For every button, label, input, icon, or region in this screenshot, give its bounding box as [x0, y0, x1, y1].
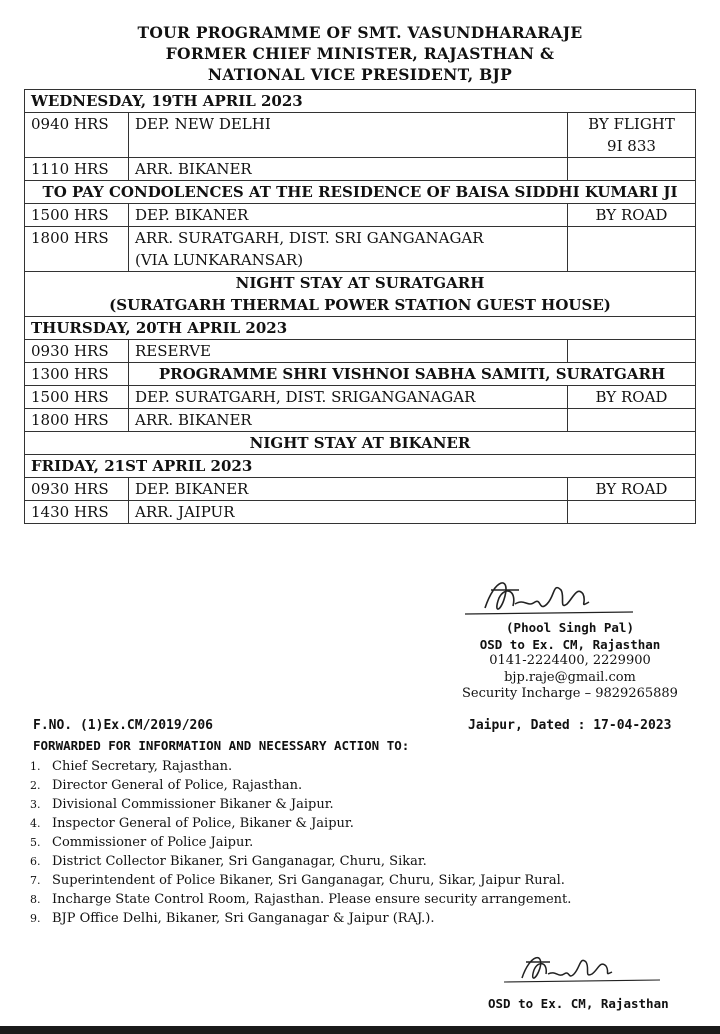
table-row: [25, 113, 696, 158]
list-text: District Collector Bikaner, Sri Ganganagar, Churu, Sikar.: [52, 854, 427, 869]
night-stay-row: [25, 272, 696, 317]
night-stay-line-1: NIGHT STAY AT SURATGARH: [235, 274, 485, 292]
time-cell: 0930 HRS: [25, 340, 129, 363]
mode-line-2: 9I 833: [607, 137, 656, 155]
schedule-table: [24, 89, 696, 524]
footer-designation: OSD to Ex. CM, Rajasthan: [488, 996, 669, 1011]
footer-signature-image: [500, 944, 670, 994]
list-text: Incharge State Control Room, Rajasthan. Please ensure security arrangement.: [52, 892, 572, 907]
event-cell: DEP. NEW DELHI: [129, 113, 568, 158]
bottom-border: [0, 1026, 720, 1034]
mode-cell: BY ROAD: [567, 204, 695, 227]
list-item: [30, 909, 571, 928]
table-row: [25, 363, 696, 386]
time-cell: 1500 HRS: [25, 204, 129, 227]
day-header-row: [25, 455, 696, 478]
table-row: [25, 340, 696, 363]
list-number: 2.: [30, 779, 41, 792]
distribution-list: [30, 757, 571, 928]
time-cell: 0930 HRS: [25, 478, 129, 501]
list-text: Superintendent of Police Bikaner, Sri Ganganagar, Churu, Sikar, Jaipur Rural.: [52, 873, 565, 888]
list-item: [30, 776, 571, 795]
day-header-row: [25, 317, 696, 340]
table-row: [25, 409, 696, 432]
list-item: [30, 852, 571, 871]
event-line-1: ARR. SURATGARH, DIST. SRI GANGANAGAR: [135, 229, 484, 247]
title-line-1: TOUR PROGRAMME OF SMT. VASUNDHARARAJE: [137, 23, 583, 42]
event-cell: DEP. SURATGARH, DIST. SRIGANGANAGAR: [129, 386, 568, 409]
list-number: 5.: [30, 836, 41, 849]
table-row: [25, 158, 696, 181]
mode-line-1: BY FLIGHT: [588, 115, 675, 133]
note-row: [25, 181, 696, 204]
table-row: [25, 227, 696, 272]
event-line-2: (VIA LUNKARANSAR): [135, 251, 304, 269]
list-item: [30, 833, 571, 852]
time-cell: 1800 HRS: [25, 227, 129, 272]
time-cell: 1110 HRS: [25, 158, 129, 181]
signatory-phone: 0141-2224400, 2229900: [489, 653, 651, 668]
list-item: [30, 795, 571, 814]
list-item: [30, 757, 571, 776]
list-item: [30, 890, 571, 909]
file-number: F.NO. (1)Ex.CM/2019/206: [33, 718, 214, 733]
night-stay-cell: [25, 272, 696, 317]
document-title: [0, 22, 720, 85]
signatory-designation: OSD to Ex. CM, Rajasthan: [479, 636, 661, 652]
note-cell: TO PAY CONDOLENCES AT THE RESIDENCE OF BAISA SIDDHI KUMARI JI: [25, 181, 696, 204]
forwarded-heading: FORWARDED FOR INFORMATION AND NECESSARY ACTION TO:: [33, 738, 410, 753]
table-row: [25, 204, 696, 227]
mode-cell: [567, 340, 695, 363]
mode-cell: [567, 113, 695, 158]
signatory-block: [420, 620, 720, 703]
event-cell: PROGRAMME SHRI VISHNOI SABHA SAMITI, SURATGARH: [129, 363, 696, 386]
time-cell: 1500 HRS: [25, 386, 129, 409]
event-cell: DEP. BIKANER: [129, 478, 568, 501]
night-stay-cell: NIGHT STAY AT BIKANER: [25, 432, 696, 455]
list-item: [30, 814, 571, 833]
title-line-3: NATIONAL VICE PRESIDENT, BJP: [207, 65, 513, 84]
mode-cell: BY ROAD: [567, 386, 695, 409]
dated-line: Jaipur, Dated : 17-04-2023: [468, 718, 672, 733]
mode-cell: [567, 227, 695, 272]
mode-cell: BY ROAD: [567, 478, 695, 501]
table-row: [25, 386, 696, 409]
list-number: 7.: [30, 874, 41, 887]
night-stay-row: [25, 432, 696, 455]
night-stay-line-2: (SURATGARH THERMAL POWER STATION GUEST HOUSE): [109, 296, 611, 314]
list-item: [30, 871, 571, 890]
list-text: Chief Secretary, Rajasthan.: [52, 759, 233, 774]
signatory-security: Security Incharge – 9829265889: [462, 686, 678, 701]
list-number: 1.: [30, 760, 41, 773]
list-number: 3.: [30, 798, 41, 811]
time-cell: 1300 HRS: [25, 363, 129, 386]
list-number: 8.: [30, 893, 41, 906]
list-text: Director General of Police, Rajasthan.: [52, 778, 303, 793]
title-line-2: FORMER CHIEF MINISTER, RAJASTHAN &: [165, 44, 555, 63]
mode-cell: [567, 501, 695, 524]
table-row: [25, 501, 696, 524]
list-number: 9.: [30, 912, 41, 925]
list-text: Inspector General of Police, Bikaner & Jaipur.: [52, 816, 354, 831]
day-title: WEDNESDAY, 19TH APRIL 2023: [25, 90, 696, 113]
event-cell: RESERVE: [129, 340, 568, 363]
signatory-name: (Phool Singh Pal): [506, 620, 634, 635]
time-cell: 1430 HRS: [25, 501, 129, 524]
list-number: 6.: [30, 855, 41, 868]
day-header-row: [25, 90, 696, 113]
list-text: Divisional Commissioner Bikaner & Jaipur.: [52, 797, 334, 812]
signatory-email: bjp.raje@gmail.com: [504, 669, 636, 685]
day-title: FRIDAY, 21ST APRIL 2023: [25, 455, 696, 478]
event-cell: ARR. JAIPUR: [129, 501, 568, 524]
event-cell: ARR. BIKANER: [129, 158, 568, 181]
list-text: Commissioner of Police Jaipur.: [52, 835, 254, 850]
event-cell: DEP. BIKANER: [129, 204, 568, 227]
day-title: THURSDAY, 20TH APRIL 2023: [25, 317, 696, 340]
event-cell: ARR. BIKANER: [129, 409, 568, 432]
list-text: BJP Office Delhi, Bikaner, Sri Ganganagar & Jaipur (RAJ.).: [52, 911, 435, 926]
table-row: [25, 478, 696, 501]
mode-cell: [567, 409, 695, 432]
time-cell: 0940 HRS: [25, 113, 129, 158]
mode-cell: [567, 158, 695, 181]
event-cell: [129, 227, 568, 272]
list-number: 4.: [30, 817, 41, 830]
time-cell: 1800 HRS: [25, 409, 129, 432]
